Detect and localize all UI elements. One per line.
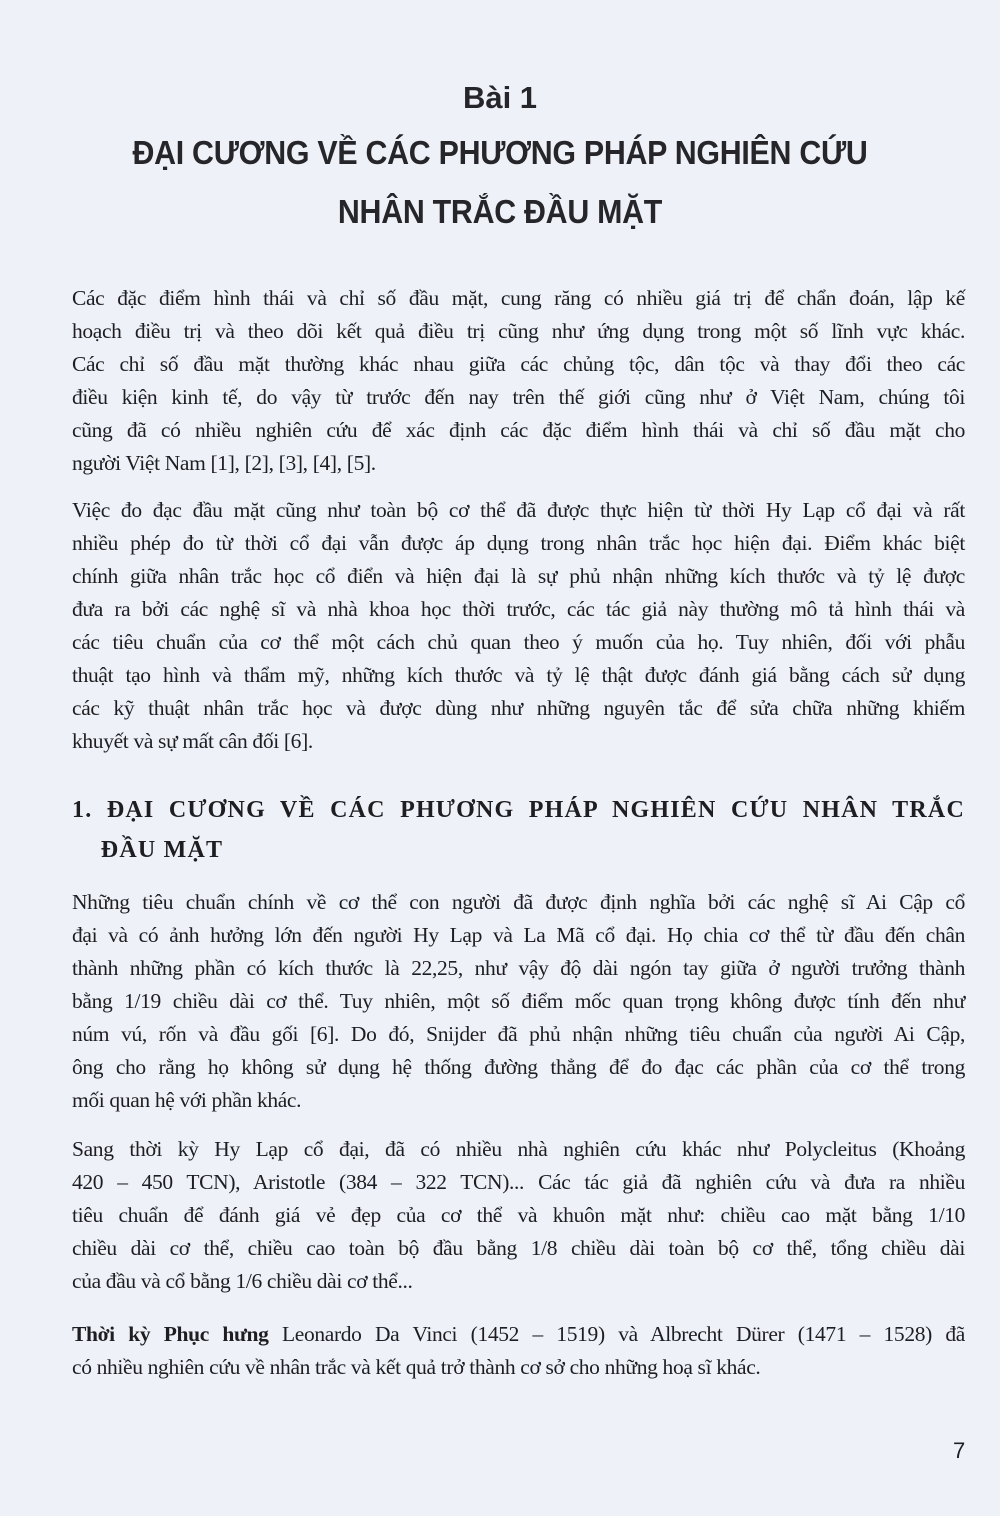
text-line: 420 – 450 TCN), Aristotle (384 – 322 TCN)... Các tác giả đã nghiên cứu và đưa ra nhiều	[72, 1170, 965, 1194]
text-line: Sang thời kỳ Hy Lạp cổ đại, đã có nhiều nhà nghiên cứu khác như Polycleitus (Khoảng	[72, 1137, 965, 1161]
text-line: mối quan hệ với phần khác.	[72, 1088, 302, 1112]
chapter-title-line-2: NHÂN TRẮC ĐẦU MẶT	[337, 193, 663, 230]
section-heading	[72, 790, 965, 870]
text-line: núm vú, rốn và đầu gối [6]. Do đó, Snijder đã phủ nhận những tiêu chuẩn của người Ai Cập,	[72, 1022, 965, 1046]
text-line: Các đặc điểm hình thái và chỉ số đầu mặt, cung răng có nhiều giá trị để chẩn đoán, lập kế	[72, 286, 965, 310]
lesson-label: Bài 1	[462, 80, 538, 115]
text-line: đưa ra bởi các nghệ sĩ và nhà khoa học thời trước, các tác giả này thường mô tả hình thái và	[72, 597, 965, 621]
section-paragraph-2	[72, 1133, 965, 1298]
text-line: các kỹ thuật nhân trắc học và được dùng như những nguyên tắc để sửa chữa những khiếm	[72, 696, 965, 720]
text-line	[72, 1318, 965, 1351]
text-line: nhiều phép đo từ thời cổ đại vẫn được áp dụng trong nhân trắc học hiện đại. Điểm khác biệt	[72, 531, 965, 555]
text-line: Các chỉ số đầu mặt thường khác nhau giữa các chủng tộc, dân tộc và thay đổi theo các	[72, 352, 965, 376]
text-line: chiều dài cơ thể, chiều cao toàn bộ đầu bằng 1/8 chiều dài toàn bộ cơ thể, tổng chiều dài	[72, 1236, 965, 1260]
text-line: bằng 1/19 chiều dài cơ thể. Tuy nhiên, một số điểm mốc quan trọng không được tính đến như	[72, 989, 965, 1013]
text-line: có nhiều nghiên cứu về nhân trắc và kết quả trở thành cơ sở cho những hoạ sĩ khác.	[72, 1355, 761, 1379]
section-paragraph-1	[72, 886, 965, 1117]
text-line: ông cho rằng họ không sử dụng hệ thống đường thẳng để đo đạc các phần của cơ thể trong	[72, 1055, 965, 1079]
text-line: đại và có ảnh hưởng lớn đến người Hy Lạp và La Mã cổ đại. Họ chia cơ thể từ đầu đến chân	[72, 923, 965, 947]
section-heading-line-2: ĐẦU MẶT	[72, 837, 224, 863]
text-line: các tiêu chuẩn của cơ thể một cách chủ quan theo ý muốn của họ. Tuy nhiên, đối với phẫu	[72, 630, 965, 654]
intro-paragraph-1	[72, 282, 965, 480]
text-line: điều kiện kinh tế, do vậy từ trước đến nay trên thế giới cũng như ở Việt Nam, chúng tôi	[72, 385, 965, 409]
text-line: hoạch điều trị và theo dõi kết quả điều trị cũng như ứng dụng trong một số lĩnh vực khác.	[72, 319, 965, 343]
line-rest: Leonardo Da Vinci (1452 – 1519) và Albrecht Dürer (1471 – 1528) đã	[268, 1322, 965, 1346]
text-line: khuyết và sự mất cân đối [6].	[72, 729, 313, 753]
chapter-title-line-1: ĐẠI CƯƠNG VỀ CÁC PHƯƠNG PHÁP NGHIÊN CỨU	[132, 134, 868, 171]
section-heading-line-1: 1. ĐẠI CƯƠNG VỀ CÁC PHƯƠNG PHÁP NGHIÊN CỨU NHÂN TRẮC	[72, 797, 965, 823]
text-line: cũng đã có nhiều nghiên cứu để xác định các đặc điểm hình thái và chỉ số đầu mặt cho	[72, 418, 965, 442]
text-line: của đầu và cổ bằng 1/6 chiều dài cơ thể...	[72, 1269, 413, 1293]
text-line: chính giữa nhân trắc học cổ điển và hiện đại là sự phủ nhận những kích thước và tỷ lệ được	[72, 564, 965, 588]
text-line: Những tiêu chuẩn chính về cơ thể con người đã được định nghĩa bởi các nghệ sĩ Ai Cập cổ	[72, 890, 965, 914]
text-line: thuật tạo hình và thẩm mỹ, những kích thước và tỷ lệ thật được đánh giá bằng cách sử dụng	[72, 663, 965, 687]
page-number: 7	[953, 1438, 966, 1463]
text-line: người Việt Nam [1], [2], [3], [4], [5].	[72, 451, 376, 475]
text-line: Việc đo đạc đầu mặt cũng như toàn bộ cơ thể đã được thực hiện từ thời Hy Lạp cổ đại và rất	[72, 498, 965, 522]
text-line: thành những phần có kích thước là 22,25, như vậy độ dài ngón tay giữa ở người trưởng thành	[72, 956, 965, 980]
intro-paragraph-2	[72, 494, 965, 758]
text-line: tiêu chuẩn để đánh giá vẻ đẹp của cơ thể và khuôn mặt như: chiều cao mặt bằng 1/10	[72, 1203, 965, 1227]
bold-lead: Thời kỳ Phục hưng	[72, 1322, 269, 1346]
renaissance-paragraph	[72, 1318, 965, 1384]
